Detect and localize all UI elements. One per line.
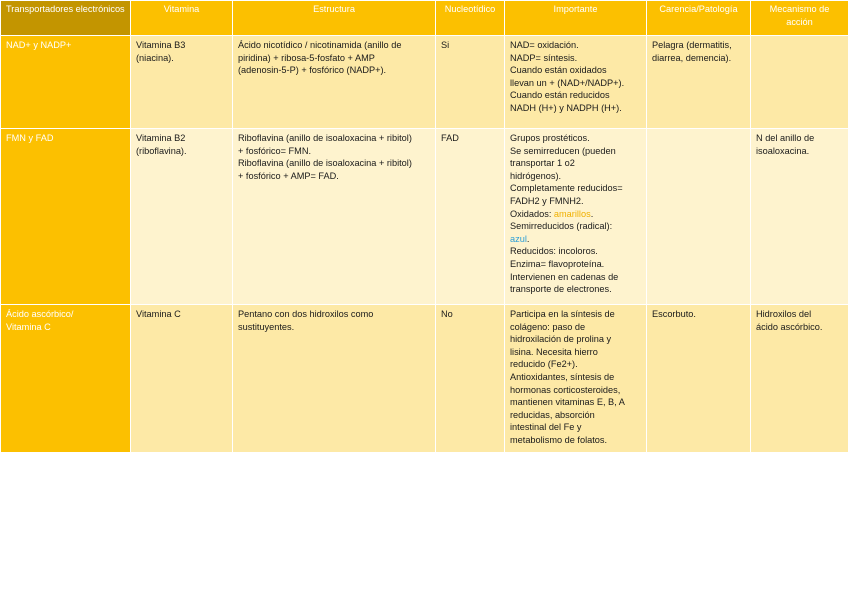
cell-line: transporte de electrones.: [510, 284, 612, 295]
cell-line: Reducidos: incoloros.: [510, 246, 598, 257]
cell-line: + fosfórico= FMN.: [238, 145, 312, 156]
cell-mecanismo: [751, 129, 848, 305]
cell-line: Vitamina C: [136, 309, 181, 319]
cell-line: Vitamina C: [6, 321, 51, 332]
cell-line: Vitamina B3: [136, 40, 186, 50]
cell-estructura: [233, 305, 436, 453]
cell-line: Participa en la síntesis de: [510, 309, 615, 319]
amarillos-word: amarillos: [553, 208, 591, 219]
cell-line: isoaloxacina.: [756, 145, 810, 156]
cell-carencia: [647, 129, 751, 305]
oxidados-end: .: [590, 208, 594, 219]
cell-line: Intervienen en cadenas de: [510, 271, 619, 282]
cell-vitamina: [131, 305, 233, 453]
cell-line: Pelagra (dermatitis,: [652, 40, 732, 50]
cell-line: Vitamina B2: [136, 133, 186, 143]
cell-line: intestinal del Fe y: [510, 422, 582, 433]
oxidados-label: Oxidados:: [510, 208, 554, 219]
cell-line: Grupos prostéticos.: [510, 133, 590, 143]
cell-line: NAD= oxidación.: [510, 40, 579, 50]
cell-line: piridina) + ribosa-5-fosfato + AMP: [238, 52, 375, 63]
cell-mecanismo: [751, 305, 848, 453]
cell-line: Hidroxilos del: [756, 309, 812, 319]
cell-line: Ácido nicotídico / nicotinamida (anillo de: [238, 40, 402, 50]
cell-line: Riboflavina (anillo de isoaloxacina + ribitol): [238, 133, 412, 143]
cell-vitamina: [131, 36, 233, 129]
table-row: [1, 305, 848, 453]
azul-word: azul: [510, 233, 527, 244]
cell-line: N del anillo de: [756, 133, 815, 143]
cell-vitamina: [131, 129, 233, 305]
cell-line: FADH2 y FMNH2.: [510, 195, 584, 206]
cell-line: hidroxilación de prolina y: [510, 334, 612, 345]
cell-estructura: [233, 36, 436, 129]
cell-nucleotidico: No: [436, 305, 505, 453]
cell-line: Ácido ascórbico/: [6, 309, 74, 319]
cell-line: diarrea, demencia).: [652, 52, 732, 63]
header-mecanismo: Mecanismo de acción: [751, 1, 848, 36]
cell-importante: [505, 305, 647, 453]
cell-importante: [505, 36, 647, 129]
cell-line: hidrógenos).: [510, 170, 562, 181]
cell-carencia: [647, 36, 751, 129]
cell-line: reducidas, absorción: [510, 409, 595, 420]
cell-line: transportar 1 o2: [510, 158, 575, 169]
header-transportadores: Transportadores electrónicos: [1, 1, 131, 36]
cell-line: Pentano con dos hidroxilos como: [238, 309, 374, 319]
cell-line: Escorbuto.: [652, 309, 696, 319]
cell-mecanismo: [751, 36, 848, 129]
cell-line: Antioxidantes, síntesis de: [510, 371, 615, 382]
cell-line: (riboflavina).: [136, 145, 187, 156]
semirreducidos-label: Semirreducidos (radical):: [510, 221, 613, 232]
cell-nucleotidico: FAD: [436, 129, 505, 305]
cell-transportador: FMN y FAD: [1, 129, 131, 305]
cell-line: Cuando están reducidos: [510, 90, 610, 101]
cell-line: llevan un + (NAD+/NADP+).: [510, 77, 625, 88]
table-row: [1, 129, 848, 305]
cell-importante: [505, 129, 647, 305]
header-importante: Importante: [505, 1, 647, 36]
cell-estructura: [233, 129, 436, 305]
header-estructura: Estructura: [233, 1, 436, 36]
cell-line: (niacina).: [136, 52, 174, 63]
cell-line: Cuando están oxidados: [510, 65, 607, 76]
table-header-row: [1, 1, 848, 36]
cell-line: lisina. Necesita hierro: [510, 346, 598, 357]
cell-line: Riboflavina (anillo de isoaloxacina + ribitol): [238, 158, 412, 169]
cell-line: Se semirreducen (pueden: [510, 145, 616, 156]
oxidados-line: [510, 208, 641, 221]
cell-line: ácido ascórbico.: [756, 321, 823, 332]
cell-line: Enzima= flavoproteína.: [510, 258, 605, 269]
cell-line: + fosfórico + AMP= FAD.: [238, 170, 339, 181]
azul-line: [510, 233, 641, 246]
cell-transportador: NAD+ y NADP+: [1, 36, 131, 129]
cell-carencia: [647, 305, 751, 453]
cell-transportador: [1, 305, 131, 453]
cell-line: hormonas corticosteroides,: [510, 384, 621, 395]
cell-line: Completamente reducidos=: [510, 183, 623, 194]
header-carencia: Carencia/Patología: [647, 1, 751, 36]
cell-nucleotidico: Si: [436, 36, 505, 129]
azul-end: .: [526, 233, 530, 244]
header-vitamina: Vitamina: [131, 1, 233, 36]
cell-line: reducido (Fe2+).: [510, 359, 578, 370]
cell-line: sustituyentes.: [238, 321, 295, 332]
cell-line: metabolismo de folatos.: [510, 434, 608, 445]
cell-line: (adenosin-5-P) + fosfórico (NADP+).: [238, 65, 387, 76]
cell-line: mantienen vitaminas E, B, A: [510, 397, 625, 408]
cell-line: NADP= síntesis.: [510, 52, 578, 63]
cell-line: NADH (H+) y NADPH (H+).: [510, 102, 622, 113]
cell-line: colágeno: paso de: [510, 321, 586, 332]
table-row: [1, 36, 848, 129]
header-nucleotidico: Nucleotídico: [436, 1, 505, 36]
